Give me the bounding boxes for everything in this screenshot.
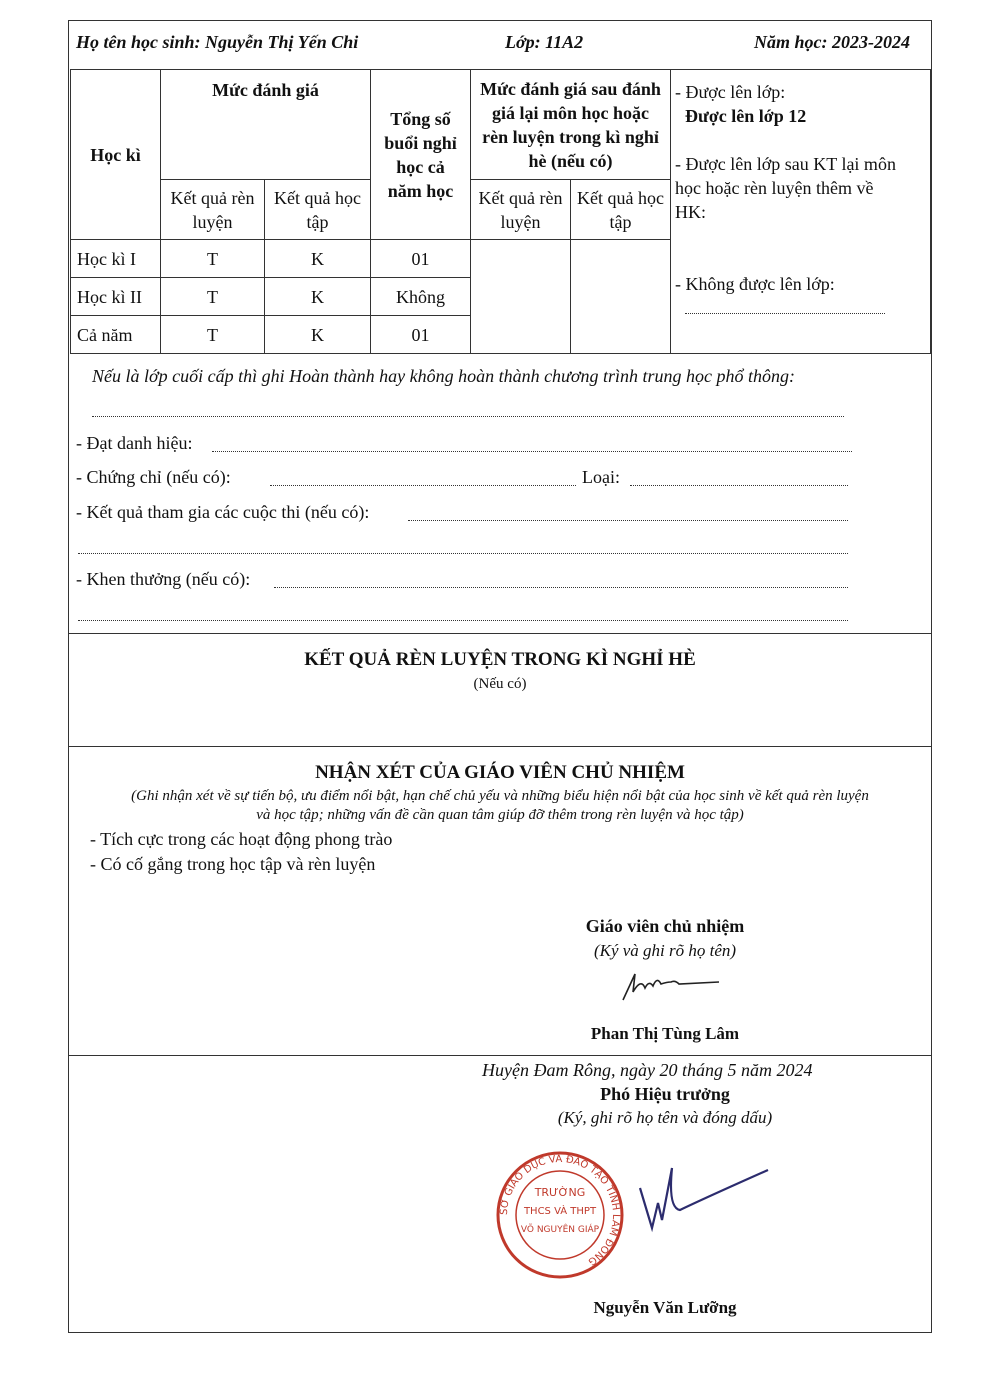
class-label: Lớp: 11A2 <box>505 32 584 52</box>
svg-text:VÕ NGUYÊN GIÁP: VÕ NGUYÊN GIÁP <box>520 1225 600 1235</box>
study-cell: K <box>265 278 371 316</box>
reeval-study-cell <box>571 240 671 354</box>
promotion-label: - Được lên lớp: <box>675 82 786 102</box>
promotion-cell <box>671 70 931 354</box>
certificate-label: - Chứng chỉ (nếu có): <box>76 467 231 487</box>
stamp-seal <box>496 1152 622 1277</box>
retest-label-3: HK: <box>675 202 707 222</box>
header-term: Học kì <box>71 70 161 240</box>
study-cell: K <box>265 240 371 278</box>
award-label: - Khen thưởng (nếu có): <box>76 569 251 589</box>
completion-note: Nếu là lớp cuối cấp thì ghi Hoàn thành hay không hoàn thành chương trình trung học phổ thông: <box>92 366 795 386</box>
absence-cell: Không <box>371 278 471 316</box>
title-label: - Đạt danh hiệu: <box>76 433 193 453</box>
absence-cell: 01 <box>371 240 471 278</box>
student-name: Họ tên học sinh: Nguyễn Thị Yến Chi <box>76 32 359 52</box>
study-cell: K <box>265 316 371 354</box>
conduct-cell: T <box>161 316 265 354</box>
divider <box>68 746 932 747</box>
retest-label-2: học hoặc rèn luyện thêm về <box>675 178 874 198</box>
teacher-comment-instruction: và học tập; những vấn đề cần quan tâm giúp đỡ thêm trong rèn luyện và học tập) <box>256 807 744 823</box>
school-stamp <box>490 1148 780 1288</box>
certificate-type-dots <box>630 471 848 486</box>
award-dots-2 <box>78 606 848 621</box>
divider <box>68 1055 932 1056</box>
retest-label-1: - Được lên lớp sau KT lại môn <box>675 154 896 174</box>
svg-text:THCS VÀ THPT: THCS VÀ THPT <box>523 1206 597 1217</box>
header-evaluation: Mức đánh giá <box>161 70 371 180</box>
term-cell: Cả năm <box>71 316 161 354</box>
reeval-conduct-cell <box>471 240 571 354</box>
summer-title: KẾT QUẢ RÈN LUYỆN TRONG KÌ NGHỈ HÈ <box>304 649 696 670</box>
title-dots <box>212 437 852 452</box>
certificate-type-label: Loại: <box>582 467 620 487</box>
contest-label: - Kết quả tham gia các cuộc thi (nếu có): <box>76 502 370 522</box>
place-date: Huyện Đam Rông, ngày 20 tháng 5 năm 2024 <box>482 1060 813 1080</box>
teacher-comment-instruction: (Ghi nhận xét về sự tiến bộ, ưu điểm nổi bật, hạn chế chủ yếu và những biểu hiện nổi bật của học sinh về kết quả rèn luyện <box>131 788 869 804</box>
not-promoted-label: - Không được lên lớp: <box>675 274 835 294</box>
svg-text:SỞ GIÁO DỤC VÀ ĐÀO TẠO TỈNH LÂ: SỞ GIÁO DỤC VÀ ĐÀO TẠO TỈNH LÂM ĐỒNG <box>498 1153 622 1267</box>
contest-dots-2 <box>78 539 848 554</box>
principal-sign-note: (Ký, ghi rõ họ tên và đóng dấu) <box>557 1108 773 1127</box>
school-year: Năm học: 2023-2024 <box>754 32 910 52</box>
award-dots <box>274 573 848 588</box>
promotion-value: Được lên lớp 12 <box>685 106 807 126</box>
header-reevaluation: Mức đánh giá sau đánh giá lại môn học hoặc rèn luyện trong kì nghỉ hè (nếu có) <box>471 70 671 180</box>
principal-name: Nguyễn Văn Lưỡng <box>593 1298 737 1317</box>
svg-text:TRƯỜNG: TRƯỜNG <box>534 1186 586 1199</box>
divider <box>68 633 932 634</box>
teacher-sign-note: (Ký và ghi rõ họ tên) <box>593 941 737 960</box>
sub-reeval-conduct: Kết quả rèn luyện <box>471 180 571 240</box>
not-promoted-dots <box>685 299 885 314</box>
completion-dots <box>92 402 844 417</box>
conduct-cell: T <box>161 278 265 316</box>
comment-item: - Tích cực trong các hoạt động phong trào <box>90 829 393 849</box>
teacher-comment-title: NHẬN XÉT CỦA GIÁO VIÊN CHỦ NHIỆM <box>315 762 685 783</box>
sub-conduct: Kết quả rèn luyện <box>161 180 265 240</box>
results-table <box>70 69 931 354</box>
principal-role: Phó Hiệu trưởng <box>600 1084 730 1104</box>
term-cell: Học kì II <box>71 278 161 316</box>
teacher-role: Giáo viên chủ nhiệm <box>585 916 745 936</box>
comment-item: - Có cố gắng trong học tập và rèn luyện <box>90 854 376 874</box>
header-absence: Tổng số buổi nghỉ học cả năm học <box>371 70 471 240</box>
term-cell: Học kì I <box>71 240 161 278</box>
conduct-cell: T <box>161 240 265 278</box>
absence-cell: 01 <box>371 316 471 354</box>
teacher-name: Phan Thị Tùng Lâm <box>590 1024 740 1043</box>
certificate-dots <box>270 471 576 486</box>
contest-dots <box>408 506 848 521</box>
teacher-signature <box>615 962 725 1006</box>
summer-subtitle: (Nếu có) <box>473 676 527 692</box>
sub-study: Kết quả học tập <box>265 180 371 240</box>
principal-signature <box>640 1168 768 1228</box>
sub-reeval-study: Kết quả học tập <box>571 180 671 240</box>
